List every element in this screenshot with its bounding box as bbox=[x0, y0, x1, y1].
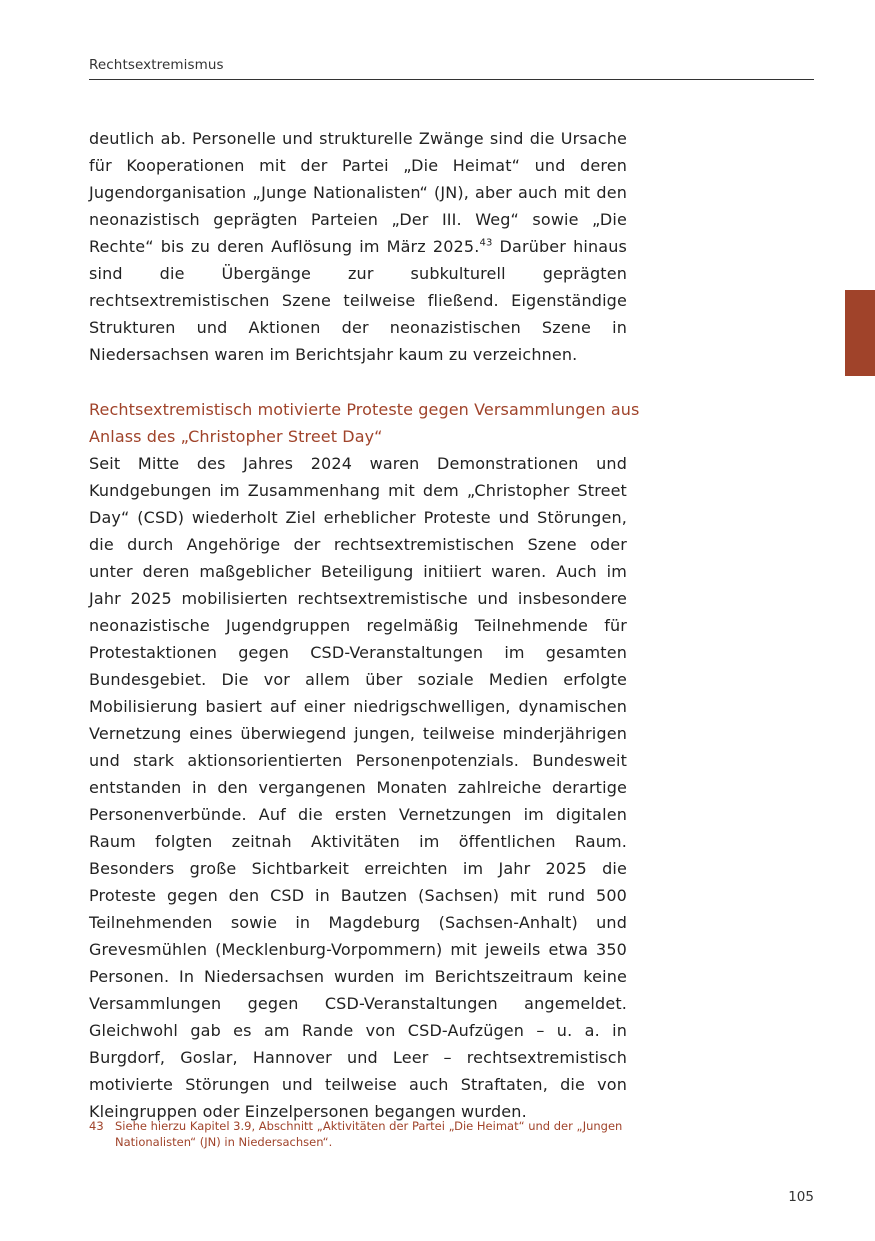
body-paragraph-2: Seit Mitte des Jahres 2024 waren Demonstrationen und Kundgebungen im Zusammenhang mit dem „Christopher Street Day“ (CSD) wiederholt Ziel erheblicher Proteste und Störungen, die durch Angehörige der rechtsextremistischen Szene oder unter deren maßgeblicher Beteiligung initiiert waren. Auch im Jahr 2025 mobilisierten rechtsextremistische und insbesondere neonazistische Jugendgruppen regelmäßig Teilnehmende für Protestaktionen gegen CSD-Veranstaltungen im gesamten Bundesgebiet. Die vor allem über soziale Medien erfolgte Mobilisierung basiert auf einer niedrigschwelligen, dynamischen Vernetzung eines überwiegend jungen, teilweise minderjährigen und stark aktionsorientierten Personenpotenzials. Bundesweit entstanden in den vergangenen Monaten zahlreiche derartige Personenverbünde. Auf die ersten Vernetzungen im digitalen Raum folgten zeitnah Aktivitäten im öffentlichen Raum. Besonders große Sichtbarkeit erreichten im Jahr 2025 die Proteste gegen den CSD in Bautzen (Sachsen) mit rund 500 Teilnehmenden sowie in Magdeburg (Sachsen-Anhalt) und Grevesmühlen (Mecklenburg-Vorpommern) mit jeweils etwa 350 Personen. In Niedersachsen wurden im Berichtszeitraum keine Versammlungen gegen CSD-Veranstaltungen angemeldet. Gleichwohl gab es am Rande von CSD-Aufzügen – u. a. in Burgdorf, Goslar, Hannover und Leer – rechtsextremistisch motivierte Störungen und teilweise auch Straftaten, die von Kleingruppen oder Einzelpersonen begangen wurden. bbox=[89, 454, 627, 1121]
footnote-number: 43 bbox=[89, 1119, 104, 1133]
footnote-text: Siehe hierzu Kapitel 3.9, Abschnitt „Aktivitäten der Partei „Die Heimat“ und der „Jungen Nationalisten“ (JN) in Niedersachsen“. bbox=[115, 1119, 623, 1149]
footnote-reference[interactable]: 43 bbox=[479, 237, 493, 249]
section-heading: Rechtsextremistisch motivierte Proteste gegen Versammlungen aus Anlass des „Christopher Street Day“ bbox=[89, 400, 640, 446]
chapter-tab-marker bbox=[845, 290, 875, 376]
header-divider bbox=[89, 79, 814, 80]
page-number: 105 bbox=[788, 1189, 814, 1205]
footnote bbox=[89, 1118, 629, 1150]
running-header: Rechtsextremismus bbox=[89, 57, 224, 73]
body-paragraph-1 bbox=[89, 125, 627, 368]
paragraph-1-continuation: Darüber hinaus sind die Übergänge zur subkulturell geprägten rechtsextremistischen Szene teilweise fließend. Eigenständige Strukturen und Aktionen der neonazistischen Szene in Niedersachsen waren im Berichtsjahr kaum zu verzeichnen. bbox=[89, 237, 627, 364]
paragraph-1-text: deutlich ab. Personelle und strukturelle Zwänge sind die Ursache für Kooperationen mit der Partei „Die Heimat“ und deren Jugendorganisation „Junge Nationalisten“ (JN), aber auch mit den neonazistisch geprägten Parteien „Der III. Weg“ sowie „Die Rechte“ bis zu deren Auflösung im März 2025. bbox=[89, 129, 627, 256]
